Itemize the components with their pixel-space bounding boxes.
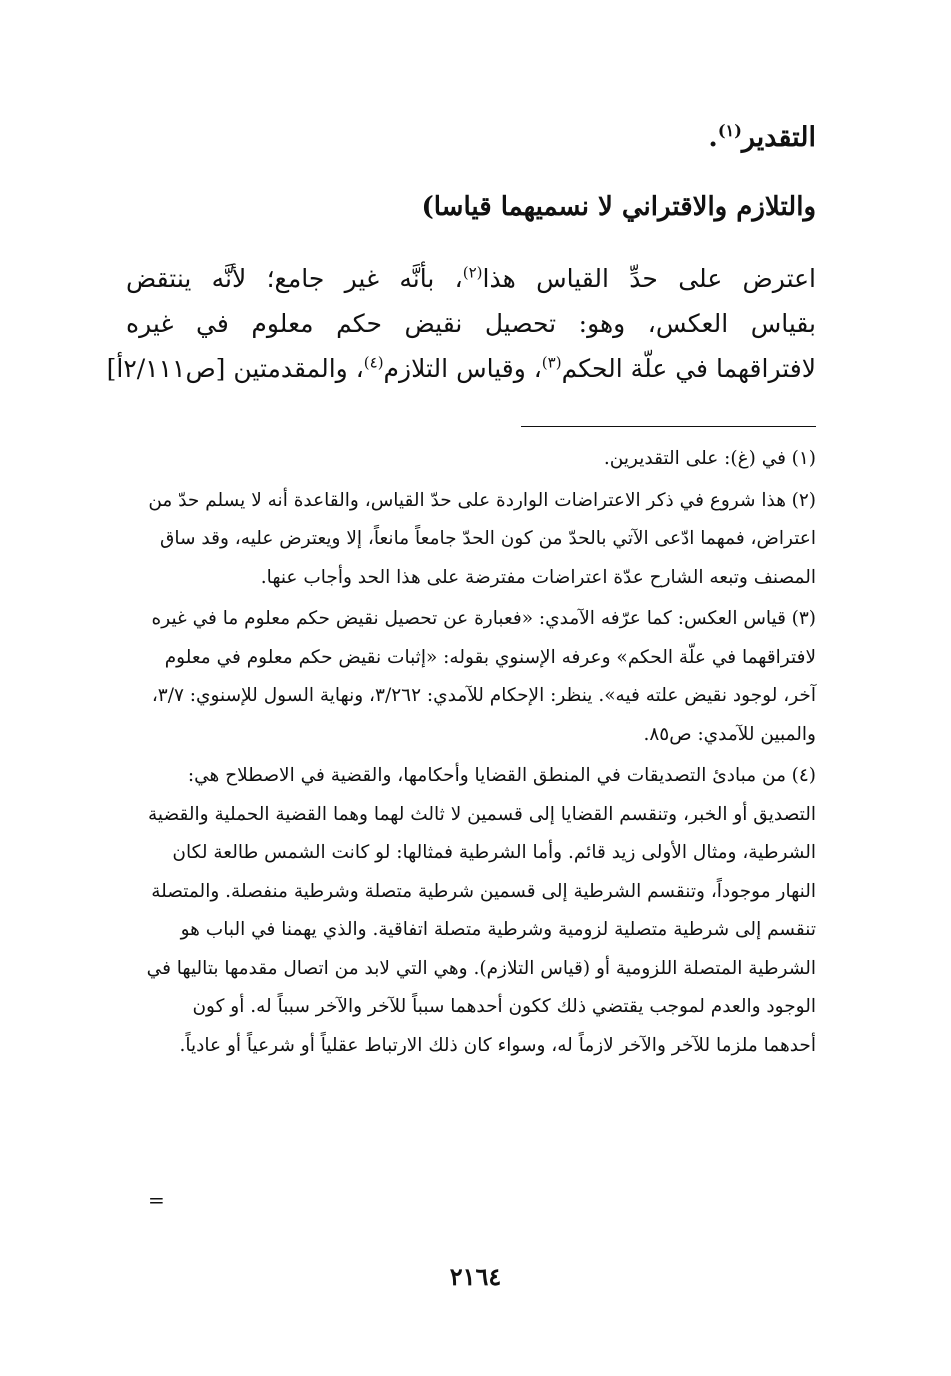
footnote-ref-1[interactable]: (١) [717,121,742,140]
opening-word-text: التقدير [741,122,816,153]
body-line-2: بقياس العكس، وهو: تحصيل نقيض حكم معلوم في غيره [126,309,816,338]
footnote-1-text: في (غ): على التقديرين. [603,448,786,469]
section-heading: والتلازم والاقتراني لا نسميهما قياسا) [421,192,816,222]
footnote-ref-3[interactable]: (٣) [541,353,562,372]
footnote-2-text: هذا شروع في ذكر الاعتراضات الواردة على حدّ القياس، والقاعدة أنه لا يسلم حدّ من اعتراض، فمهما ادّعى الآتي بالحدّ من كون الحدّ جامعاً مانعاً، إلا ويعترض عليه، وقد ساق المصنف وتبعه الشارح عدّة اعتراضات مفترضة على هذا الحد وأجاب عنها. [148,489,816,588]
footnote-4 [136,757,816,1065]
footnote-4-text: من مبادئ التصديقات في المنطق القضايا وأحكامها، والقضية في الاصطلاح هي: التصديق أو الخبر، وتنقسم القضايا إلى قسمين لا ثالث لهما وهما القضية الحملية والقضية الشرطية، ومثال الأولى زيد قائم. وأما الشرطية فمثالها: لو كانت الشمس طالعة لكان النهار موجوداً، وتنقسم الشرطية إلى قسمين شرطية متصلة وشرطية منفصلة. والمتصلة تنقسم إلى شرطية متصلية لزومية وشرطية متصلة اتفاقية. والذي يهمنا في الباب هو الشرطية المتصلة اللزومية أو (قياس التلازم). وهي التي لابد من اتصال مقدمها بتاليها في الوجود والعدم لموجب يقتضي ذلك ككون أحدهما سبباً للآخر والآخر سبباً له. أو كون أحدهما ملزما للآخر والآخر لازماً له، وسواء كان ذلك الارتباط عقلياً أو شرعياً أو عادياً. [146,765,816,1056]
footnote-3-text: قياس العكس: كما عرّفه الآمدي: «فعبارة عن تحصيل نقيض حكم معلوم ما في غيره لافتراقهما في علّة الحكم» وعرفه الإسنوي بقوله: «إثبات نقيض حكم معلوم في معلوم آخر، لوجود نقيض علته فيه». ينظر: الإحكام للآمدي: ٣/٢٦٢، ونهاية السول للإسنوي: ٣/٧، والمبين للآمدي: ص٨٥. [151,608,816,745]
footnote-1 [136,440,816,479]
footnote-2 [136,482,816,598]
page-number: ٢١٦٤ [449,1262,502,1291]
footnote-separator [521,426,816,427]
body-line-3 [106,346,816,391]
opening-word [708,122,816,153]
footnote-4-number: (٤) [791,765,816,786]
body-line-3-text-c: ، والمقدمتين [ص٢/١١١أ] [106,354,364,383]
opening-period: . [708,122,718,153]
footnote-1-number: (١) [791,448,816,469]
footnote-ref-2[interactable]: (٢) [462,263,483,282]
footnote-3 [136,600,816,754]
body-paragraph [106,256,816,391]
continuation-mark: = [148,1188,165,1212]
body-line-3-text-b: ، وقياس التلازم [383,354,542,383]
body-line-1-text-a: اعترض على حدِّ القياس هذا [482,264,816,293]
footnote-2-number: (٢) [791,489,816,511]
footnote-ref-4[interactable]: (٤) [363,353,384,372]
footnote-3-number: (٣) [791,608,816,629]
body-line-1-text-b: ، بأنَّه غير جامع؛ لأنَّه ينتقض [126,264,463,293]
footnotes [136,440,816,1068]
body-line-1 [126,256,816,301]
body-line-3-text-a: لافتراقهما في علّة الحكم [561,354,816,383]
